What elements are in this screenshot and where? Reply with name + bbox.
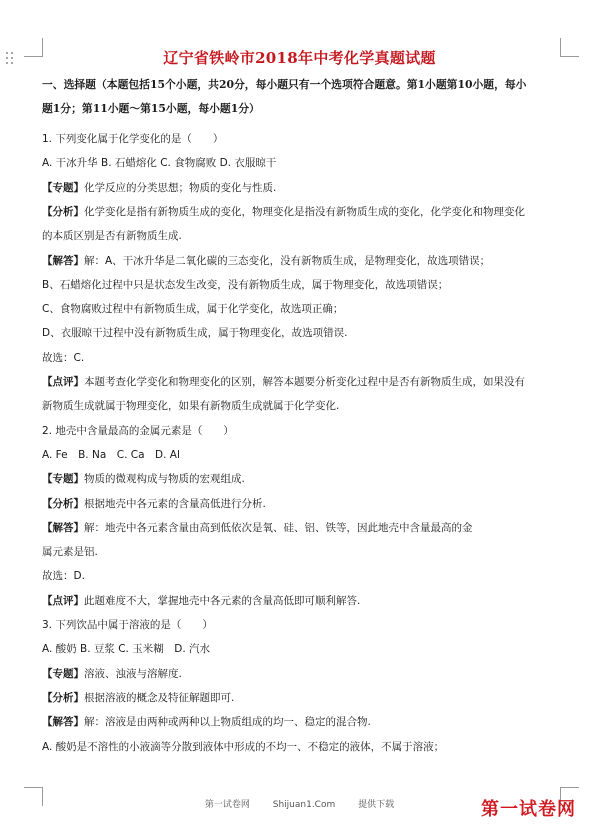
line-text: 1. 下列变化属于化学变化的是（ ） [42, 133, 224, 145]
line-tag: 【分析】 [42, 205, 84, 218]
text-line [42, 569, 85, 583]
line-text: 根据地壳中各元素的含量高低进行分析. [84, 497, 266, 510]
section-heading-continued: 题1分；第11小题～第15小题，每小题1分） [42, 102, 260, 115]
line-tag: 【解答】 [42, 521, 84, 534]
text-line [42, 302, 343, 316]
line-text: 故选：D. [42, 570, 85, 583]
text-line [42, 594, 360, 608]
text-line [42, 448, 180, 462]
line-text: A. Fe B. Na C. Ca D. Al [42, 448, 180, 461]
text-line [42, 618, 213, 632]
text-line [42, 156, 276, 170]
line-text: 3. 下列饮品中属于溶液的是（ ） [42, 619, 213, 631]
text-line [42, 642, 210, 656]
brand-logo: 第一试卷网 [481, 799, 576, 820]
line-text: A. 酸奶是不溶性的小液滴等分散到液体中形成的不均一、不稳定的液体，不属于溶液； [42, 740, 445, 753]
text-line [42, 399, 339, 413]
line-text: 解：地壳中各元素含量由高到低依次是氧、硅、铝、铁等，因此地壳中含量最高的金 [84, 521, 473, 534]
line-tag: 【解答】 [42, 716, 84, 729]
line-text: 物质的微观构成与物质的宏观组成. [84, 473, 245, 486]
text-line [42, 254, 490, 268]
text-line [42, 740, 444, 754]
line-text: A. 干冰升华 B. 石蜡熔化 C. 食物腐败 D. 衣服晾干 [42, 157, 277, 170]
line-text: 的本质区别是否有新物质生成. [42, 230, 182, 243]
footer-site-name: 第一试卷网 [204, 800, 250, 810]
text-line [42, 667, 182, 681]
section-heading: 一、选择题（本题包括15个小题，共20分，每小题只有一个选项符合题意。第1小题第10小题，每小 [42, 78, 527, 91]
line-text: 化学变化是指有新物质生成的变化，物理变化是指没有新物质生成的变化，化学变化和物理变化 [84, 205, 525, 218]
line-text: 属元素是铝. [42, 546, 98, 559]
line-text: 新物质生成就属于物理变化，如果有新物质生成就属于化学变化. [42, 400, 340, 413]
line-tag: 【点评】 [42, 376, 84, 388]
text-line [42, 205, 525, 219]
line-text: B、石蜡熔化过程中只是状态发生改变，没有新物质生成，属于物理变化，故选项错误； [42, 278, 449, 291]
text-line [42, 521, 473, 535]
line-text: 溶液、浊液与溶解度. [84, 667, 182, 680]
line-text: 化学反应的分类思想；物质的变化与性质. [84, 181, 277, 194]
footer-site-url: Shijuan1.Com [272, 800, 336, 810]
text-line [42, 181, 276, 195]
text-line [42, 351, 84, 365]
line-text: A. 酸奶 B. 豆浆 C. 玉米糊 D. 汽水 [42, 643, 210, 656]
line-text: 此题难度不大，掌握地壳中各元素的含量高低即可顺利解答. [84, 594, 361, 607]
text-line [42, 497, 266, 511]
line-text: 故选：C. [42, 351, 85, 364]
line-tag: 【点评】 [42, 594, 84, 607]
line-text: 根据溶液的概念及特征解题即可. [84, 691, 235, 704]
line-tag: 【分析】 [42, 691, 84, 704]
footer-download-note: 提供下载 [358, 800, 395, 810]
text-line [42, 375, 525, 389]
line-tag: 【分析】 [42, 497, 84, 510]
line-tag: 【专题】 [42, 473, 84, 486]
line-tag: 【专题】 [42, 667, 84, 680]
text-line [42, 278, 448, 292]
text-line [42, 132, 223, 146]
line-text: C、食物腐败过程中有新物质生成，属于化学变化，故选项正确； [42, 303, 344, 316]
text-line [42, 326, 347, 340]
line-tag: 【专题】 [42, 181, 84, 194]
line-tag: 【解答】 [42, 254, 84, 267]
text-line [42, 691, 234, 705]
text-line [42, 472, 245, 486]
text-line [42, 229, 182, 243]
line-text: 解：溶液是由两种或两种以上物质组成的均一、稳定的混合物. [84, 716, 371, 729]
line-text: 2. 地壳中含量最高的金属元素是（ ） [42, 424, 234, 437]
text-line [42, 715, 371, 729]
line-text: 本题考查化学变化和物理变化的区别，解答本题要分析变化过程中是否有新物质生成，如果没有 [84, 376, 525, 388]
text-line [42, 545, 98, 559]
line-text: D、衣服晾干过程中没有新物质生成，属于物理变化，故选项错误. [42, 327, 348, 340]
line-text: 解：A、干冰升华是二氧化碳的三态变化，没有新物质生成，是物理变化，故选项错误； [84, 254, 491, 267]
text-line [42, 424, 234, 438]
document-title: 辽宁省铁岭市2018年中考化学真题试题 [163, 49, 436, 67]
